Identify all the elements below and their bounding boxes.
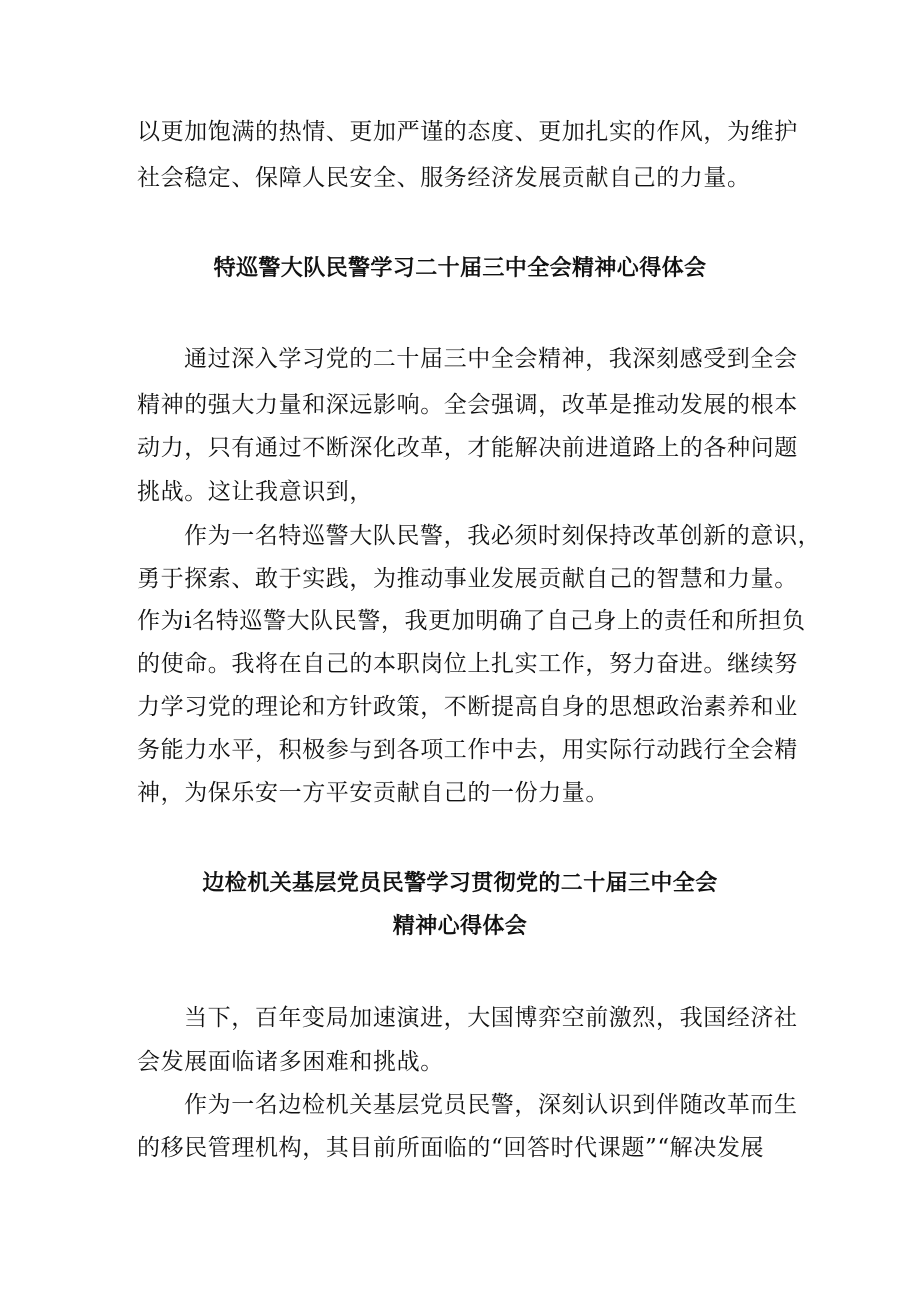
paragraph-line: 社会稳定、保障人民安全、服务经济发展贡献自己的力量。 <box>137 165 751 191</box>
paragraph-line: 当下，百年变局加速演进，大国博弈空前激烈，我国经济社 <box>184 1005 798 1031</box>
paragraph-line: 作为一名特巡警大队民警，我必须时刻保持改革创新的意识， <box>184 523 822 549</box>
paragraph-line: 的移民管理机构，其目前所面临的“回答时代课题”“解决发展 <box>137 1135 765 1161</box>
paragraph-line: 力学习党的理论和方针政策，不断提高自身的思想政治素养和业 <box>137 694 798 720</box>
paragraph-line: 以更加饱满的热情、更加严谨的态度、更加扎实的作风，为维护 <box>137 119 798 145</box>
section-heading-continued: 精神心得体会 <box>392 914 528 939</box>
paragraph-line: 神，为保乐安一方平安贡献自己的一份力量。 <box>137 780 609 806</box>
paragraph-line: 的使命。我将在自己的本职岗位上扎实工作，努力奋进。继续努 <box>137 651 798 677</box>
paragraph-line: 会发展面临诸多困难和挑战。 <box>137 1049 444 1075</box>
paragraph-line: 作为一名边检机关基层党员民警，深刻认识到伴随改革而生 <box>184 1092 798 1118</box>
paragraph-line: 作为i名特巡警大队民警，我更加明确了自己身上的责任和所担负 <box>137 608 806 634</box>
section-heading: 特巡警大队民警学习二十届三中全会精神心得体会 <box>213 256 707 281</box>
paragraph-line: 务能力水平，积极参与到各项工作中去，用实际行动践行全会精 <box>137 737 798 763</box>
paragraph-line: 精神的强大力量和深远影响。全会强调，改革是推动发展的根本 <box>137 392 798 418</box>
paragraph-line: 通过深入学习党的二十届三中全会精神，我深刻感受到全会 <box>184 346 798 372</box>
paragraph-line: 挑战。这让我意识到， <box>137 479 373 505</box>
section-heading: 边检机关基层党员民警学习贯彻党的二十届三中全会 <box>202 871 718 896</box>
paragraph-line: 动力，只有通过不断深化改革，才能解决前进道路上的各种问题 <box>137 435 798 461</box>
paragraph-line: 勇于探索、敢于实践，为推动事业发展贡献自己的智慧和力量。 <box>137 566 798 592</box>
